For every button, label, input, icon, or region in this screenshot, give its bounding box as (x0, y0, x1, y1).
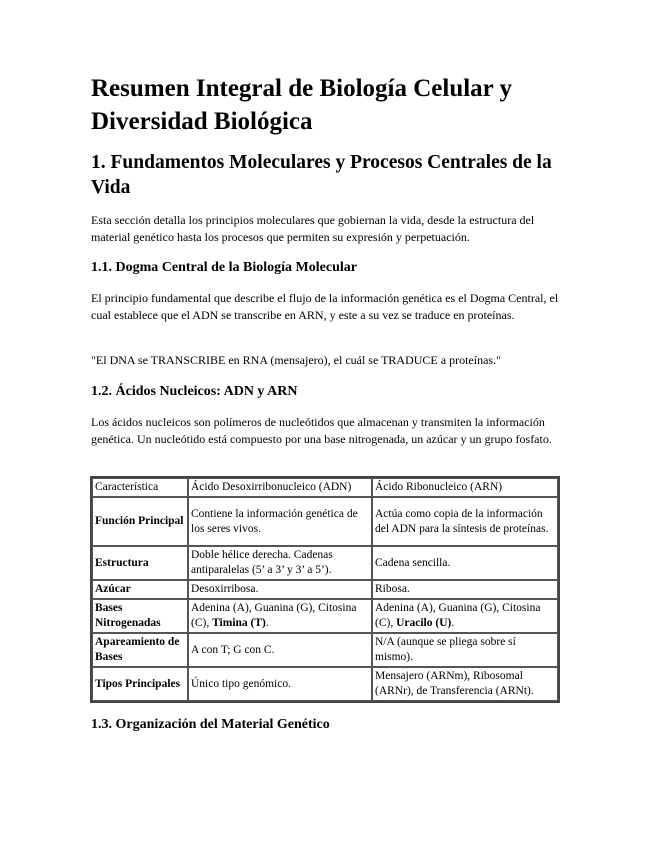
arn-cell: Cadena sencilla. (372, 546, 558, 580)
section-1-2-heading: 1.2. Ácidos Nucleicos: ADN y ARN (91, 384, 298, 399)
table-row (92, 546, 558, 580)
document-title: Resumen Integral de Biología Celular y Diversidad Biológica (91, 75, 513, 135)
row-label: Bases Nitrogenadas (92, 599, 188, 633)
arn-bases-bold: Uracilo (U) (396, 617, 452, 629)
arn-cell (372, 599, 558, 633)
section-1-2-paragraph: Los ácidos nucleicos son polímeros de nucleótidos que almacenan y transmiten la información genética. Un nucleótido está compuesto por una base nitrogenada, un azúcar y un grupo fosfato. (91, 415, 552, 446)
table-header-cell: Ácido Ribonucleico (ARN) (372, 478, 558, 497)
nucleic-acid-comparison-table (90, 476, 560, 703)
section-1-intro: Esta sección detalla los principios moleculares que gobiernan la vida, desde la estructura del material genético hasta los procesos que permiten su expresión y perpetuación. (91, 213, 535, 244)
row-label: Azúcar (92, 580, 188, 599)
arn-cell: Actúa como copia de la información del ADN para la síntesis de proteínas. (372, 497, 558, 546)
section-1-1-paragraph: El principio fundamental que describe el flujo de la información genética es el Dogma Central, el cual establece que el ADN se transcribe en ARN, y este a su vez se traduce en proteínas. (91, 291, 559, 322)
arn-cell: Ribosa. (372, 580, 558, 599)
adn-cell: Doble hélice derecha. Cadenas antiparalelas (5’ a 3’ y 3’ a 5’). (188, 546, 372, 580)
table-row (92, 580, 558, 599)
row-label: Función Principal (92, 497, 188, 546)
table-row (92, 599, 558, 633)
adn-bases-text: Adenina (A), Guanina (G), Citosina (C), (191, 602, 357, 629)
table-row (92, 633, 558, 667)
arn-bases-text: Adenina (A), Guanina (G), Citosina (C), (375, 602, 541, 629)
adn-cell: Desoxirribosa. (188, 580, 372, 599)
adn-cell (188, 599, 372, 633)
arn-cell: Mensajero (ARNm), Ribosomal (ARNr), de Transferencia (ARNt). (372, 667, 558, 701)
table-header-cell: Característica (92, 478, 188, 497)
arn-cell: N/A (aunque se pliega sobre sí mismo). (372, 633, 558, 667)
dogma-quote: "El DNA se TRANSCRIBE en RNA (mensajero), el cuál se TRADUCE a proteínas." (91, 353, 501, 367)
table-header-row (92, 478, 558, 497)
row-label: Apareamiento de Bases (92, 633, 188, 667)
adn-bases-end: . (265, 617, 269, 629)
table-row (92, 667, 558, 701)
arn-bases-end: . (451, 617, 455, 629)
adn-cell: A con T; G con C. (188, 633, 372, 667)
row-label: Tipos Principales (92, 667, 188, 701)
adn-bases-bold: Timina (T) (212, 617, 266, 629)
section-1-3-heading: 1.3. Organización del Material Genético (91, 717, 330, 732)
table-row (92, 497, 558, 546)
table-header-cell: Ácido Desoxirribonucleico (ADN) (188, 478, 372, 497)
section-1-1-heading: 1.1. Dogma Central de la Biología Molecular (91, 260, 357, 275)
adn-cell: Único tipo genómico. (188, 667, 372, 701)
row-label: Estructura (92, 546, 188, 580)
adn-cell: Contiene la información genética de los seres vivos. (188, 497, 372, 546)
section-1-heading: 1. Fundamentos Moleculares y Procesos Centrales de la Vida (91, 152, 552, 198)
